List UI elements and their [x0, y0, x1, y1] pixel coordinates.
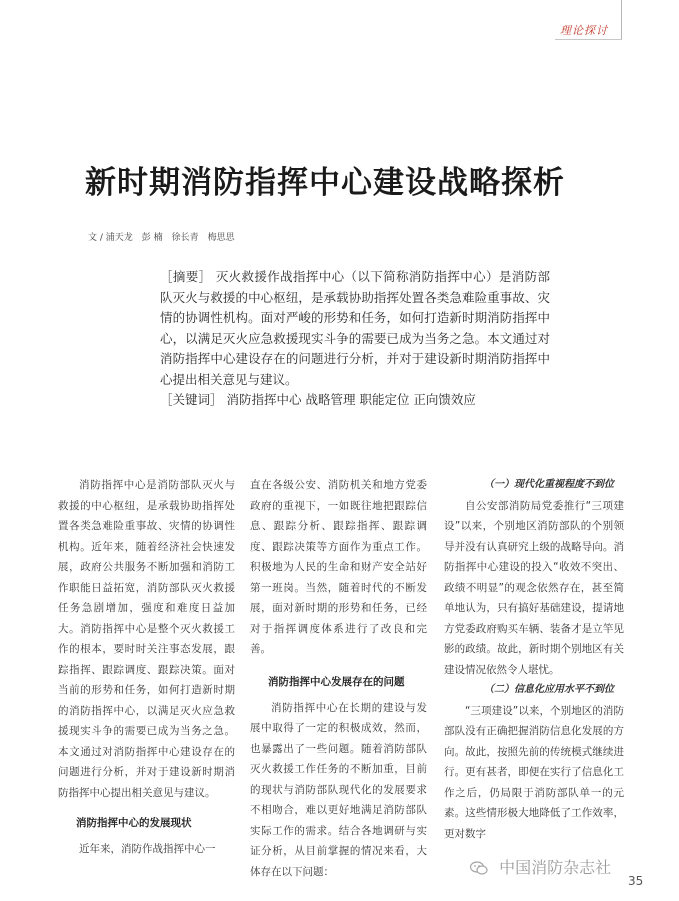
- article-title: 新时期消防指挥中心建设战略探析: [85, 165, 565, 201]
- keywords-label: ［关键词］: [160, 392, 223, 407]
- status-continuation: 直在各级公安、消防机关和地方党委政府的重视下，一如既往地把跟踪信息、跟踪分析、跟踪指挥、跟踪调度、跟踪决策等方面作为重点工作。积极地为人民的生命和财产安全站好第一班岗。当然，随着时代的不断发展，面对新时期的形势和任务，已经对于指挥调度体系进行了改良和完善。: [250, 479, 427, 655]
- article-authors: 文 / 浦天龙 彭 楠 徐长青 梅思思: [88, 233, 235, 243]
- body-column-2: [250, 475, 427, 882]
- informatization-paragraph: “三项建设”以来，个别地区的消防部队没有正确把握消防信息化发展的方向。故此，按照先前的传统模式继续进行。更有甚者，即便在实行了信息化工作之后，仍局限于消防部队单一的元素。这些情形极大地降低了工作效率，更对数字: [444, 704, 624, 840]
- keywords-line: [140, 390, 550, 411]
- status-paragraph: 近年来，消防作战指挥中心一: [79, 843, 216, 855]
- intro-paragraph: 消防指挥中心是消防部队灭火与救援的中心枢纽，是承载协助指挥处置各类急难险重事故、灾情的协调性机构。近年来，随着经济社会快速发展，政府公共服务不断加强和消防工作职能日益拓宽，消防部队灭火救援任务急剧增加，强度和难度日益加大。消防指挥中心是整个灭火救援工作的根本，要时时关注事态发展，跟踪指挥、跟踪调度、跟踪决策。面对当前的形势和任务，如何打造新时期的消防指挥中心，以满足灭火应急救援现实斗争的需要已成为当务之急。本文通过对消防指挥中心建设存在的问题进行分析，并对于建设新时期消防指挥中心提出相关意见与建议。: [58, 479, 235, 799]
- subheading-informatization: （二）信息化应用水平不到位: [484, 684, 614, 695]
- body-column-1: [58, 475, 235, 860]
- subheading-modernization: （一）现代化重视程度不到位: [484, 479, 614, 490]
- wechat-icon: [470, 858, 493, 877]
- keywords-text: 消防指挥中心 战略管理 职能定位 正向馈效应: [226, 392, 476, 407]
- section-tag-rule: [621, 0, 622, 40]
- page-number: 35: [628, 874, 644, 888]
- section-heading-status: 消防指挥中心的发展现状: [76, 817, 192, 829]
- abstract-block: [140, 267, 550, 411]
- problems-paragraph: 消防指挥中心在长期的建设与发展中取得了一定的积极成效，然而，也暴露出了一些问题。随着消防部队灭火救援工作任务的不断加重，目前的现状与消防部队现代化的发展要求不相吻合，难以更好地满足消防部队实际工作的需求。结合各地调研与实证分析，从目前掌握的情况来看，大体存在以下问题：: [250, 701, 427, 878]
- section-heading-problems: 消防指挥中心发展存在的问题: [268, 675, 405, 688]
- watermark: [470, 855, 611, 878]
- section-tag: 理论探讨: [560, 24, 608, 37]
- abstract-text: 灭火救援作战指挥中心（以下简称消防指挥中心）是消防部队灭火与救援的中心枢纽，是承载协助指挥处置各类急难险重事故、灾情的协调性机构。面对严峻的形势和任务，如何打造新时期消防指挥中心，以满足灭火应急救援现实斗争的需要已成为当务之急。本文通过对消防指挥中心建设存在的问题进行分析，并对于建设新时期消防指挥中心提出相关意见与建议。: [160, 269, 550, 387]
- section-tag-underline: [555, 39, 622, 40]
- abstract-paragraph: [140, 267, 550, 390]
- body-column-3: [444, 475, 624, 844]
- watermark-text: 中国消防杂志社: [499, 858, 612, 877]
- modernization-paragraph: 自公安部消防局党委推行“三项建设”以来，个别地区消防部队的个别领导并没有认真研究上级的战略导向。消防指挥中心建设的投入“收效不突出、政绩不明显”的观念依然存在，甚至简单地认为，只有搞好基础建设，提请地方党委政府购买车辆、装备才是立竿见影的政绩。故此，新时期个别地区有关建设情况依然令人堪忧。: [444, 499, 624, 676]
- abstract-label: ［摘要］: [160, 269, 212, 284]
